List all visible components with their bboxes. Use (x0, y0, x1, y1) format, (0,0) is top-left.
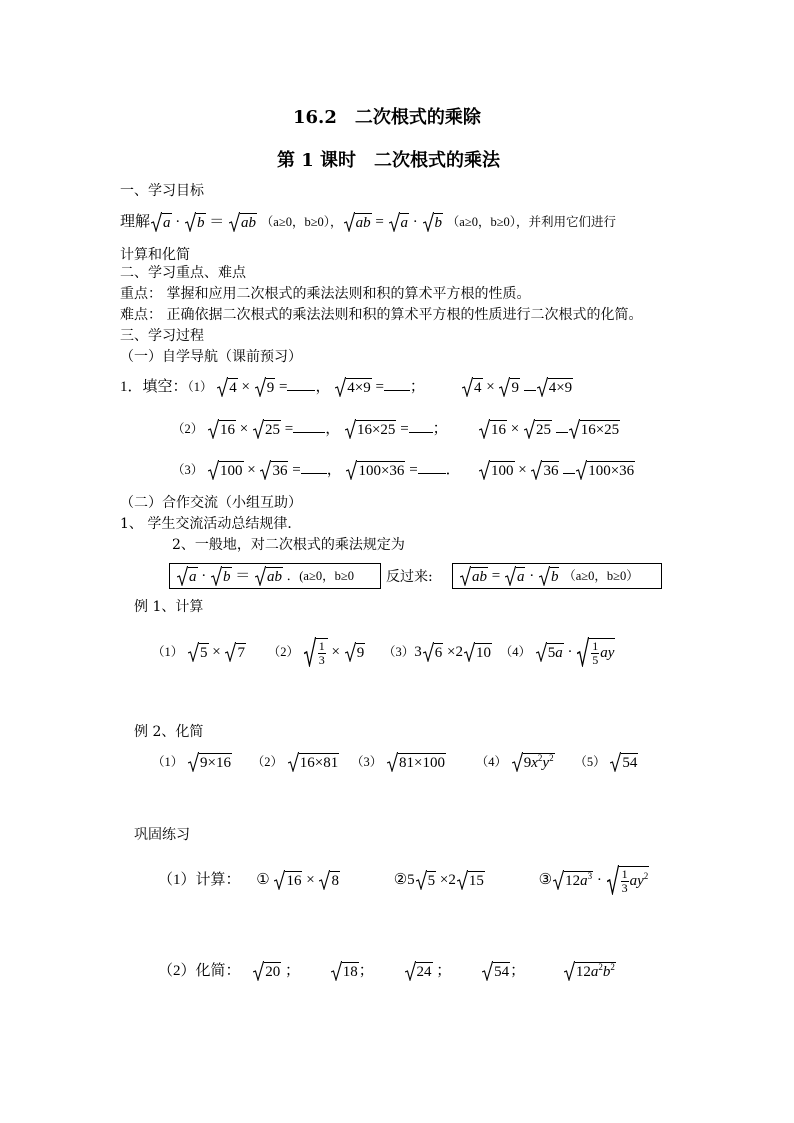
fill-number-2: （2） (172, 422, 204, 436)
fill-row-2: （2） 16 × 25 = ， 16×25 = ； (172, 421, 448, 439)
answer-blank[interactable] (301, 473, 327, 474)
part-2-heading: （二）合作交流（小组互助） (120, 495, 302, 511)
goal-condition-1: （a≥0，b≥0）， (260, 215, 343, 229)
reverse-rule-formula: ab = a · b （a≥0，b≥0） (459, 567, 639, 586)
answer-blank[interactable] (418, 473, 446, 474)
compare-blank[interactable] (524, 390, 536, 391)
rule-formula: a · b ＝ ab ．(a≥0，b≥0 (176, 567, 354, 586)
practice-label: 巩固练习 (134, 827, 190, 843)
section-heading-goals: 一、学习目标 (120, 183, 204, 199)
goal-line: 理解 a · b ＝ ab （a≥0，b≥0）， ab = a · b （a≥0，b≥0），并利用它们进行 (120, 214, 617, 232)
answer-blank[interactable] (384, 390, 410, 391)
compare-blank[interactable] (563, 473, 575, 474)
practice-calc: （1）计算： ① 16 × 8 ②5 5 ×2 15 ③ $12a^3$ · $\frac{1}{3}$ $ay^2$ (158, 867, 649, 895)
reverse-rule-condition: （a≥0，b≥0） (563, 569, 639, 583)
fill-row-3: （3） 100 × 36 = ， 100×36 = ． (172, 462, 461, 480)
example-2-problems: （1） 9×16 （2） 16×81 （3） 81×100 （4） $9x^2y^2$ （5） 54 (152, 753, 638, 772)
difficulty-text: 难点： 正确依据二次根式的乘法法则和积的算术平方根的性质进行二次根式的化简。 (120, 307, 643, 323)
example-1-problems: （1） 5 × 7 （2） $\frac{1}{3}$ × 9 （3）3 6 ×2 10 （4） 5a · $\frac{1}{5}$ ay (152, 639, 615, 667)
answer-blank[interactable] (287, 390, 315, 391)
example-2-label: 例 2、化简 (134, 724, 204, 740)
compare-blank[interactable] (556, 432, 568, 433)
fill-number-3: （3） (172, 463, 204, 477)
page-title: 16.2 二次根式的乘除 (293, 107, 481, 128)
part-2-item-1: 1、 学生交流活动总结规律． (120, 516, 302, 532)
reverse-label: 反过来: (386, 569, 433, 585)
section-heading-focus: 二、学习重点、难点 (120, 265, 246, 281)
focus-text: 重点： 掌握和应用二次根式的乘法法则和积的算术平方根的性质。 (120, 286, 531, 302)
part-2-item-2: 2、一般地，对二次根式的乘法规定为 (172, 537, 405, 553)
answer-blank[interactable] (409, 432, 433, 433)
fill-row-1: 1．填空：（1） 4 × 9 = ， 4×9 = ； (120, 379, 425, 397)
answer-blank[interactable] (293, 432, 325, 433)
page-subtitle: 第 1 课时 二次根式的乘法 (277, 150, 501, 171)
part-1-heading: （一）自学导航（课前预习） (120, 349, 302, 365)
practice-simplify: （2）化简： 20 ； 18； 24 ； 54； $12a^2b^2$ (158, 962, 615, 981)
practice-calc-label: （1）计算： (158, 871, 241, 888)
goal-prefix: 理解 (120, 214, 151, 230)
fill-number-1: （1） (187, 380, 213, 394)
example-1-label: 例 1、计算 (134, 599, 204, 615)
fill-label: 1．填空： (120, 379, 188, 395)
fill-compare-3: 100 × 36 100×36 (478, 461, 635, 480)
practice-simplify-label: （2）化简： (158, 963, 241, 979)
goal-line-2: 计算和化简 (120, 247, 190, 263)
fill-compare-2: 16 × 25 16×25 (478, 420, 620, 439)
fill-compare-1: 4 × 9 4×9 (461, 378, 573, 397)
rule-condition: ．(a≥0，b≥0 (286, 569, 354, 583)
section-heading-process: 三、学习过程 (120, 328, 204, 344)
goal-condition-2: （a≥0，b≥0），并利用它们进行 (446, 215, 617, 229)
